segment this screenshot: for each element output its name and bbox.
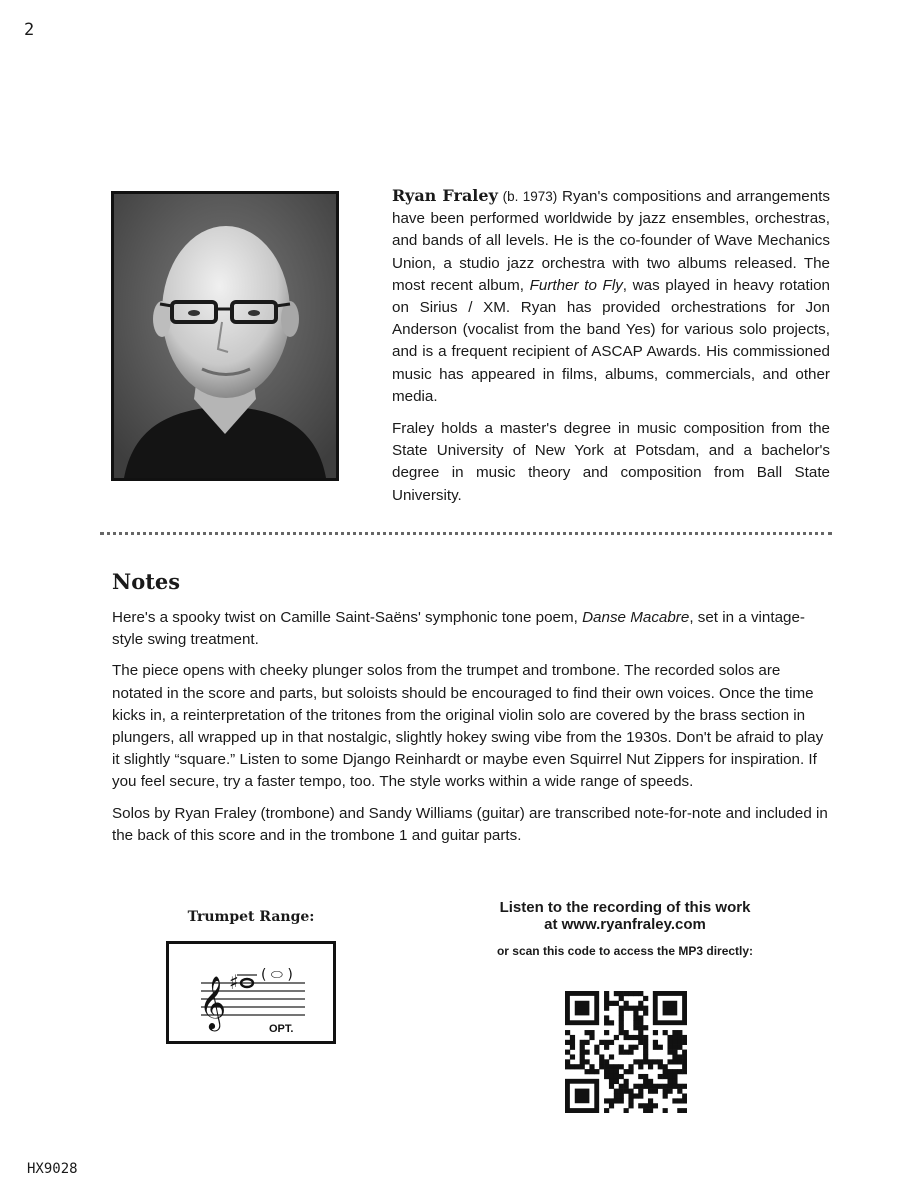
composer-years: (b. 1973): [502, 189, 558, 204]
bio-text-b: , was played in heavy rotation on Sirius / XM. Ryan has provided orchestrations for Jon Anderson (vocalist from the band Yes) for various solo projects, and is a frequent recipient of ASCAP Awards. His commissioned music has appeared in films, albums, commercials, and other media.: [392, 276, 830, 405]
composer-bio: [392, 185, 830, 517]
bio-text-a: Ryan's compositions and arrangements have been performed worldwide by jazz ensembles, orchestras, and bands of all levels. He is the co-founder of Wave Mechanics Union, a studio jazz orchestra with two albums released. The most recent album,: [392, 188, 830, 294]
qr-code-icon[interactable]: [565, 991, 687, 1113]
trumpet-range-title: Trumpet Range:: [187, 909, 315, 925]
scan-instruction: or scan this code to access the MP3 directly:: [496, 944, 754, 958]
recording-line-1: Listen to the recording of this work: [499, 899, 751, 916]
recording-line-2[interactable]: at www.ryanfraley.com: [544, 916, 706, 933]
bio-paragraph-2: Fraley holds a master's degree in music composition from the State University of New York at Potsdam, and a bachelor's degree in music theory and composition from Ball State University.: [392, 420, 830, 504]
composer-name: Ryan Fraley: [392, 186, 498, 205]
composer-photo: [111, 191, 339, 481]
bio-paragraph-1: [392, 185, 830, 408]
notes-paragraph-1: [112, 607, 834, 651]
treble-clef-icon: 𝄞: [199, 975, 227, 1029]
footer-code: HX9028: [27, 1161, 78, 1177]
work-title: Danse Macabre: [582, 609, 690, 626]
opt-label: OPT.: [269, 1023, 294, 1035]
dotted-divider: [100, 532, 832, 535]
sharp-icon: ♯: [229, 970, 239, 994]
album-title: Further to Fly: [529, 276, 623, 294]
trumpet-range-staff: [166, 941, 336, 1044]
notes-text-b: , set in a vintage-style swing treatment.: [112, 609, 805, 649]
notes-paragraph-2: The piece opens with cheeky plunger solos from the trumpet and trombone. The recorded solos are notated in the score and parts, but soloists should be encouraged to find their own voices. Once the time kicks in, a reinterpretation of the tritones from the original violin solo are covered by the brass section in plungers, all wrapped up in that nostalgic, slightly hokey swing vibe from the 1930s. Don't be afraid to play it slightly “square.” Listen to some Django Reinhardt or maybe even Squirrel Nut Zippers for inspiration. If you feel secure, try a faster tempo, too. The style works within a wide range of speeds.: [112, 662, 824, 791]
notes-paragraph-3: Solos by Ryan Fraley (trombone) and Sandy Williams (guitar) are transcribed note-for-note and included in the back of this score and in the trombone 1 and guitar parts.: [112, 804, 828, 844]
recording-info: [470, 899, 780, 933]
notes-heading: Notes: [112, 569, 181, 594]
optional-note-icon: ( ⬭ ): [261, 967, 293, 983]
notes-text-a: Here's a spooky twist on Camille Saint-Saëns' symphonic tone poem,: [112, 609, 578, 626]
page-number: 2: [24, 20, 35, 40]
notes-body: [112, 607, 834, 856]
